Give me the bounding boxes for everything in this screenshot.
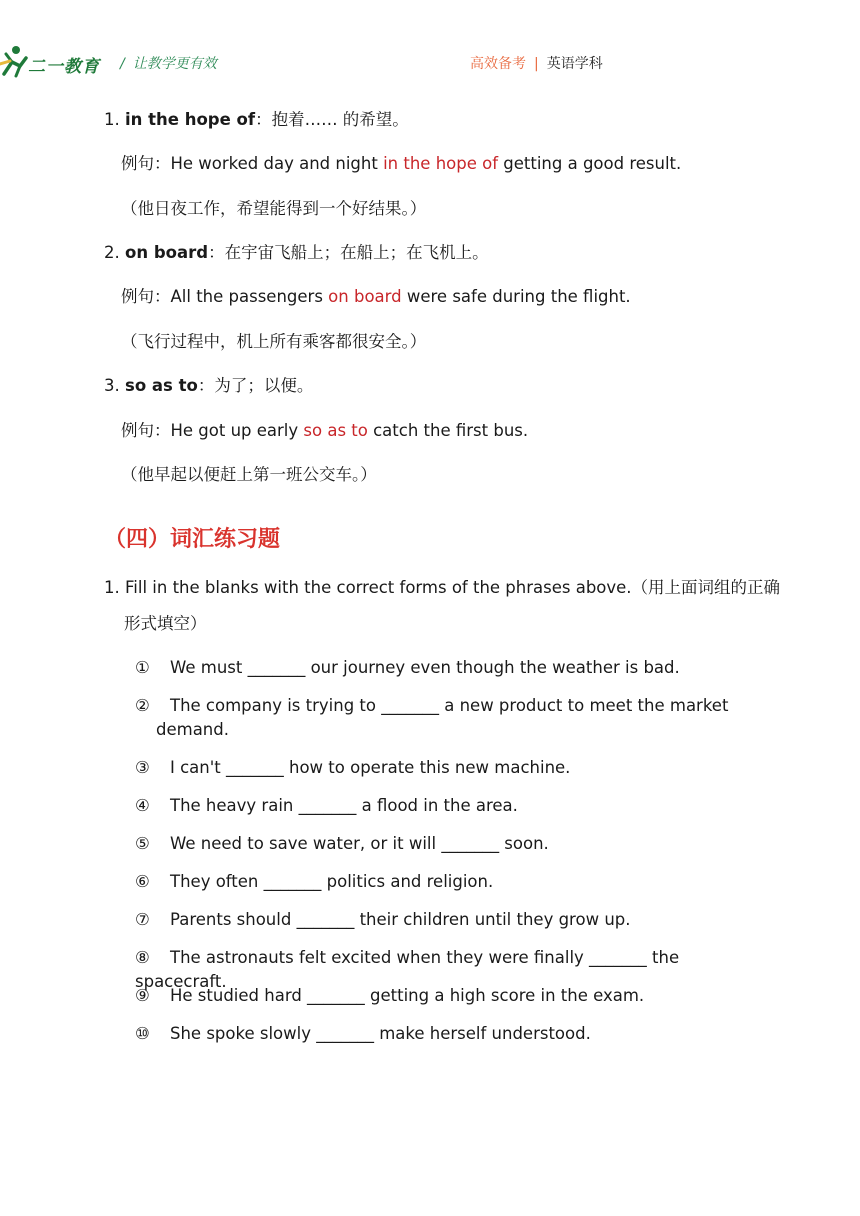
phrase-1-example bbox=[121, 152, 681, 176]
exercise-number: 1. bbox=[104, 578, 120, 597]
example-text: getting a good result. bbox=[498, 154, 682, 173]
example-label: 例句： bbox=[121, 287, 171, 306]
header-slogan bbox=[120, 53, 217, 73]
item-number: ③ bbox=[135, 758, 150, 777]
item-number: ① bbox=[135, 658, 150, 677]
exercise-item bbox=[135, 984, 755, 1008]
exercise-item bbox=[135, 1022, 755, 1046]
exercise-instruction-cont: 形式填空） bbox=[124, 614, 207, 633]
example-label: 例句： bbox=[121, 154, 171, 173]
item-number: ⑩ bbox=[135, 1024, 150, 1043]
section-title: （四）词汇练习题 bbox=[104, 527, 281, 552]
page-header bbox=[0, 0, 860, 90]
exercise-item bbox=[135, 908, 755, 932]
exercise-item bbox=[135, 794, 755, 818]
phrase-3-example bbox=[121, 419, 528, 443]
example-highlight: in the hope of bbox=[383, 154, 499, 173]
item-text: The heavy rain _______ a flood in the area. bbox=[170, 796, 518, 815]
phrase-3-heading bbox=[104, 374, 313, 398]
phrase-2-translation: （飞行过程中，机上所有乘客都很安全。） bbox=[121, 332, 427, 351]
item-text-cont: demand. bbox=[156, 720, 229, 739]
header-subject bbox=[470, 53, 603, 73]
phrase-number: 2. bbox=[104, 243, 120, 262]
phrase-number: 1. bbox=[104, 110, 120, 129]
slogan-slash: / bbox=[120, 56, 125, 72]
example-text: He worked day and night bbox=[170, 154, 384, 173]
example-text: All the passengers bbox=[170, 287, 329, 306]
item-text: She spoke slowly _______ make herself understood. bbox=[170, 1024, 591, 1043]
phrase-number: 3. bbox=[104, 376, 120, 395]
phrase-1-translation: （他日夜工作，希望能得到一个好结果。） bbox=[121, 199, 427, 218]
header-subject-name: 英语学科 bbox=[546, 56, 603, 72]
example-text: were safe during the flight. bbox=[401, 287, 631, 306]
header-separator: | bbox=[534, 56, 539, 72]
brand-name: 二一教育 bbox=[28, 57, 100, 77]
exercise-item bbox=[135, 756, 755, 780]
phrase-2-example bbox=[121, 285, 631, 309]
item-number: ⑨ bbox=[135, 986, 150, 1005]
exercise-item bbox=[135, 694, 755, 742]
slogan-text: 让教学更有效 bbox=[132, 56, 217, 72]
phrase-meaning: ：在宇宙飞船上；在船上；在飞机上。 bbox=[208, 243, 489, 262]
exercise-instruction bbox=[104, 576, 780, 600]
header-tag: 高效备考 bbox=[470, 56, 526, 72]
example-label: 例句： bbox=[121, 421, 171, 440]
exercise-item bbox=[135, 870, 755, 894]
phrase-3-translation: （他早起以便赶上第一班公交车。） bbox=[121, 465, 377, 484]
item-number: ④ bbox=[135, 796, 150, 815]
item-number: ⑧ bbox=[135, 948, 150, 967]
example-text: He got up early bbox=[170, 421, 304, 440]
item-text: The company is trying to _______ a new product to meet the market bbox=[170, 696, 729, 715]
item-text: We need to save water, or it will _______ soon. bbox=[170, 834, 549, 853]
item-text: They often _______ politics and religion. bbox=[170, 872, 494, 891]
item-text: We must _______ our journey even though the weather is bad. bbox=[170, 658, 680, 677]
item-text: Parents should _______ their children until they grow up. bbox=[170, 910, 631, 929]
phrase-meaning: ：为了；以便。 bbox=[197, 376, 314, 395]
item-number: ② bbox=[135, 696, 150, 715]
item-text: He studied hard _______ getting a high score in the exam. bbox=[170, 986, 645, 1005]
example-highlight: on board bbox=[328, 287, 402, 306]
item-text: The astronauts felt excited when they were finally _______ the spacecraft. bbox=[135, 948, 680, 991]
item-number: ⑥ bbox=[135, 872, 150, 891]
exercise-item bbox=[135, 656, 755, 680]
phrase-term: so as to bbox=[125, 376, 198, 395]
phrase-term: on board bbox=[125, 243, 209, 262]
item-number: ⑤ bbox=[135, 834, 150, 853]
phrase-2-heading bbox=[104, 241, 489, 265]
instruction-text: Fill in the blanks with the correct forms of the phrases above.（用上面词组的正确 bbox=[125, 578, 781, 597]
example-highlight: so as to bbox=[303, 421, 368, 440]
phrase-meaning: ：抱着…… 的希望。 bbox=[255, 110, 409, 129]
item-number: ⑦ bbox=[135, 910, 150, 929]
exercise-item bbox=[135, 832, 755, 856]
phrase-term: in the hope of bbox=[125, 110, 256, 129]
example-text: catch the first bus. bbox=[367, 421, 529, 440]
phrase-1-heading bbox=[104, 108, 409, 132]
item-text: I can't _______ how to operate this new machine. bbox=[170, 758, 571, 777]
